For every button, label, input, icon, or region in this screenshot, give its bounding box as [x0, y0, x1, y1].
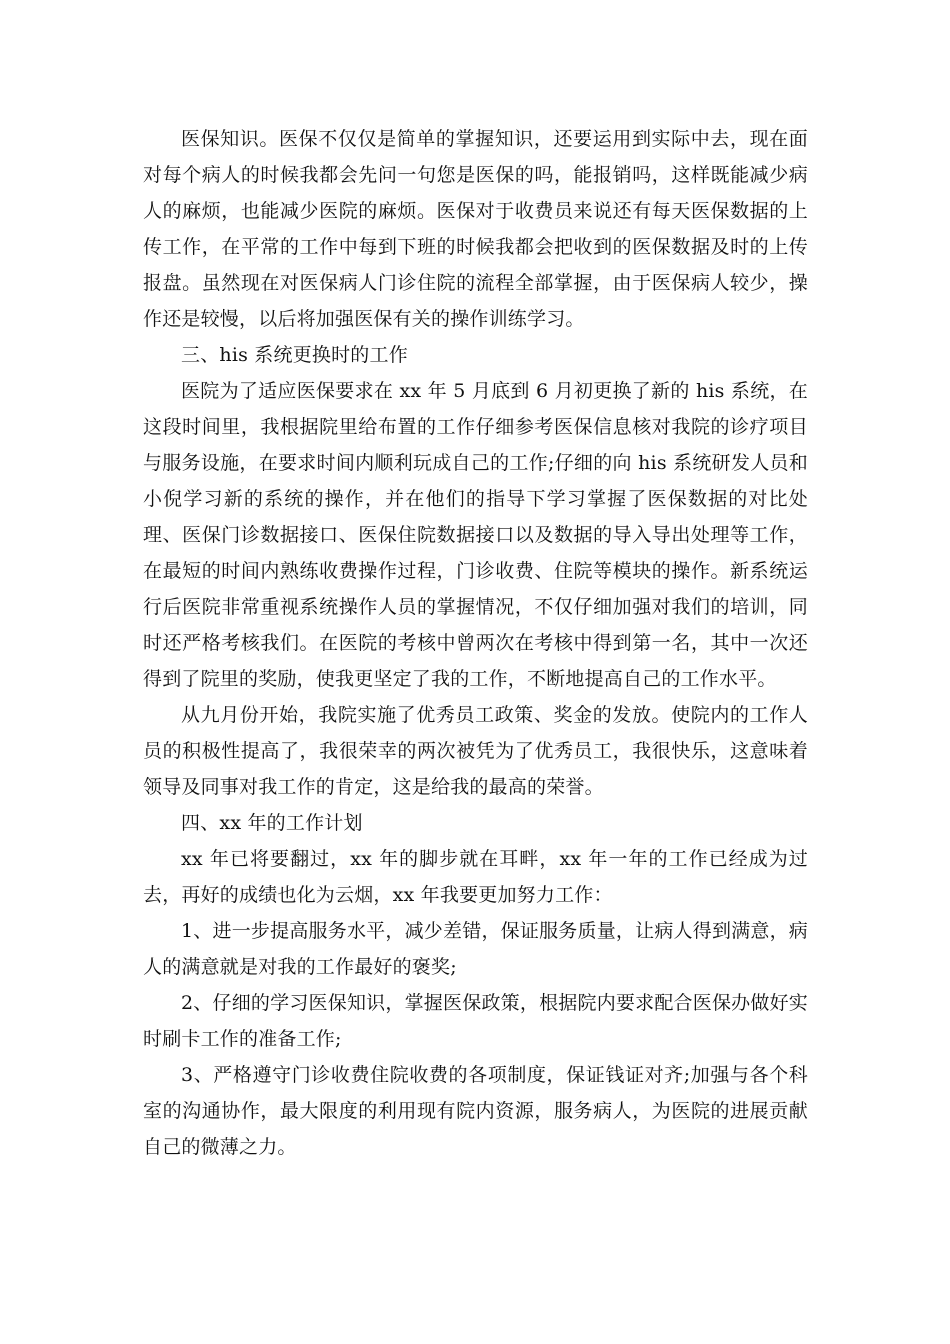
plan-item-2: 2、仔细的学习医保知识，掌握医保政策，根据院内要求配合医保办做好实时刷卡工作的准备工作;	[143, 992, 808, 1050]
plan-item-3: 3、严格遵守门诊收费住院收费的各项制度，保证钱证对齐;加强与各个科室的沟通协作，最大限度的利用现有院内资源，服务病人，为医院的进展贡献自己的微薄之力。	[143, 1064, 808, 1158]
plan-item-1: 1、进一步提高服务水平，减少差错，保证服务质量，让病人得到满意，病人的满意就是对我的工作最好的褒奖;	[143, 920, 808, 978]
paragraph-outstanding-employee: 从九月份开始，我院实施了优秀员工政策、奖金的发放。使院内的工作人员的积极性提高了，我很荣幸的两次被凭为了优秀员工，我很快乐，这意味着领导及同事对我工作的肯定，这是给我的最高的荣誉。	[143, 704, 808, 798]
paragraph-medical-insurance-knowledge: 医保知识。医保不仅仅是简单的掌握知识，还要运用到实际中去，现在面对每个病人的时候我都会先问一句您是医保的吗，能报销吗，这样既能减少病人的麻烦，也能减少医院的麻烦。医保对于收费员来说还有每天医保数据的上传工作，在平常的工作中每到下班的时候我都会把收到的医保数据及时的上传报盘。虽然现在对医保病人门诊住院的流程全部掌握，由于医保病人较少，操作还是较慢，以后将加强医保有关的操作训练学习。	[143, 128, 808, 330]
document-body	[143, 121, 808, 1165]
paragraph-plan-intro: xx 年已将要翻过，xx 年的脚步就在耳畔，xx 年一年的工作已经成为过去，再好的成绩也化为云烟，xx 年我要更加努力工作：	[143, 848, 808, 906]
paragraph-his-system-update: 医院为了适应医保要求在 xx 年 5 月底到 6 月初更换了新的 his 系统，在这段时间里，我根据院里给布置的工作仔细参考医保信息核对我院的诊疗项目与服务设施，在要求时间内顺利玩成自己的工作;仔细的向 his 系统研发人员和小倪学习新的系统的操作，并在他们的指导下学习掌握了医保数据的对比处理、医保门诊数据接口、医保住院数据接口以及数据的导入导出处理等工作，在最短的时间内熟练收费操作过程，门诊收费、住院等模块的操作。新系统运行后医院非常重视系统操作人员的掌握情况，不仅仔细加强对我们的培训，同时还严格考核我们。在医院的考核中曾两次在考核中得到第一名，其中一次还得到了院里的奖励，使我更坚定了我的工作，不断地提高自己的工作水平。	[143, 380, 808, 690]
section-heading-work-plan: 四、xx 年的工作计划	[181, 812, 363, 834]
section-heading-his-system: 三、his 系统更换时的工作	[181, 344, 408, 366]
